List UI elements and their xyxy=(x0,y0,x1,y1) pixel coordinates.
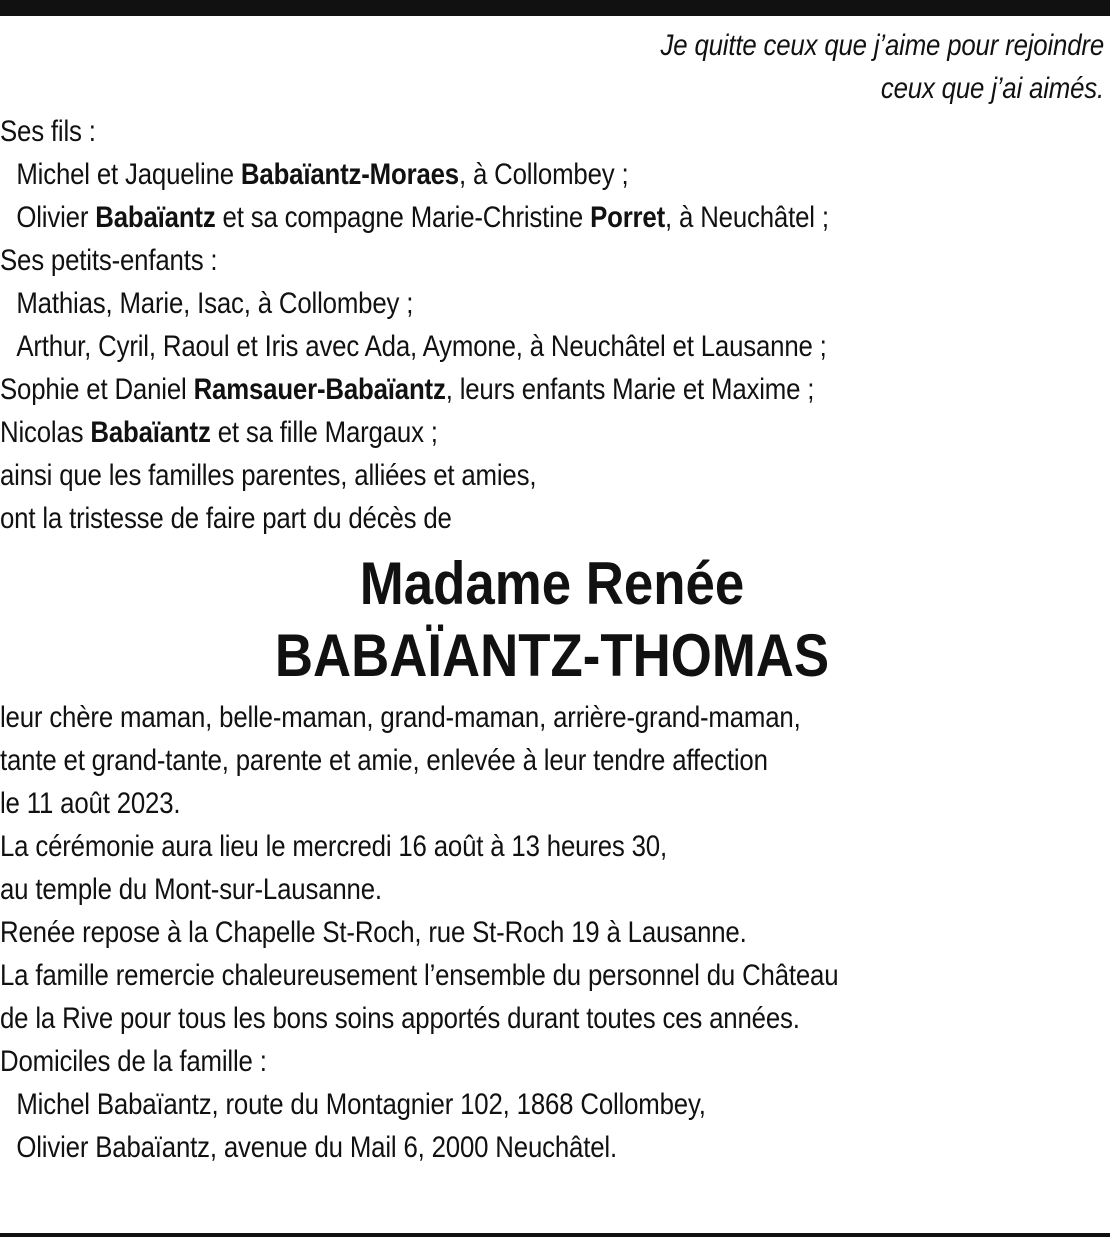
son-2-name: Olivier xyxy=(16,201,96,234)
son-2-partner-surname: Porret xyxy=(590,201,666,234)
deceased-name-line-1: Madame Renée xyxy=(359,550,745,617)
grandchildren-2: Arthur, Cyril, Raoul et Iris avec Ada, Aymone, à Neuchâtel et Lausanne ; xyxy=(16,330,827,363)
relatives-2-surname: Babaïantz xyxy=(90,416,211,449)
thanks-line-2: de la Rive pour tous les bons soins apportés durant toutes ces années. xyxy=(0,1002,800,1035)
relatives-1 xyxy=(0,368,949,411)
son-1-names: Michel et Jaqueline xyxy=(16,158,241,191)
relatives-1-names: Sophie et Daniel xyxy=(0,373,194,406)
relatives-2-daughter: et sa fille Margaux ; xyxy=(210,416,438,449)
announcement: ont la tristesse de faire part du décès de xyxy=(0,502,452,535)
son-1-place: , à Collombey ; xyxy=(458,158,629,191)
relatives-2-name: Nicolas xyxy=(0,416,91,449)
son-1 xyxy=(0,153,949,196)
relatives-1-surname: Ramsauer-Babaïantz xyxy=(193,373,446,406)
quote-line-2: ceux que j’ai aimés. xyxy=(880,72,1104,105)
son-2-partner: et sa compagne Marie-Christine xyxy=(215,201,591,234)
death-date: le 11 août 2023. xyxy=(0,787,181,820)
ceremony-time: La cérémonie aura lieu le mercredi 16 août à 13 heures 30, xyxy=(0,830,667,863)
son-2 xyxy=(0,196,949,239)
ceremony-place: au temple du Mont-sur-Lausanne. xyxy=(0,873,382,906)
grandchildren-label: Ses petits-enfants : xyxy=(0,244,218,277)
deceased-name-line-2: BABAÏANTZ-THOMAS xyxy=(274,622,830,689)
quote-line-1: Je quitte ceux que j’aime pour rejoindre xyxy=(660,29,1104,62)
domicile-2: Olivier Babaïantz, avenue du Mail 6, 2000 Neuchâtel. xyxy=(16,1131,617,1164)
body-line-1: leur chère maman, belle-maman, grand-maman, arrière-grand-maman, xyxy=(0,701,801,734)
domicile-1: Michel Babaïantz, route du Montagnier 102, 1868 Collombey, xyxy=(16,1088,706,1121)
resting-place: Renée repose à la Chapelle St-Roch, rue St-Roch 19 à Lausanne. xyxy=(0,916,747,949)
relatives-1-children: , leurs enfants Marie et Maxime ; xyxy=(445,373,815,406)
grandchildren-1: Mathias, Marie, Isac, à Collombey ; xyxy=(16,287,414,320)
son-2-surname: Babaïantz xyxy=(95,201,216,234)
obituary-notice xyxy=(0,24,1104,1169)
sons-label: Ses fils : xyxy=(0,115,96,148)
son-2-place: , à Neuchâtel ; xyxy=(665,201,829,234)
relatives-2 xyxy=(0,411,949,454)
deceased-name xyxy=(0,548,1104,692)
body-line-2: tante et grand-tante, parente et amie, enlevée à leur tendre affection xyxy=(0,744,768,777)
thanks-line-1: La famille remercie chaleureusement l’ensemble du personnel du Château xyxy=(0,959,839,992)
bottom-rule xyxy=(0,1233,1110,1237)
son-1-surname: Babaïantz-Moraes xyxy=(240,158,459,191)
top-rule xyxy=(0,0,1110,16)
other-families: ainsi que les familles parentes, alliées et amies, xyxy=(0,459,537,492)
domiciles-label: Domiciles de la famille : xyxy=(0,1045,267,1078)
